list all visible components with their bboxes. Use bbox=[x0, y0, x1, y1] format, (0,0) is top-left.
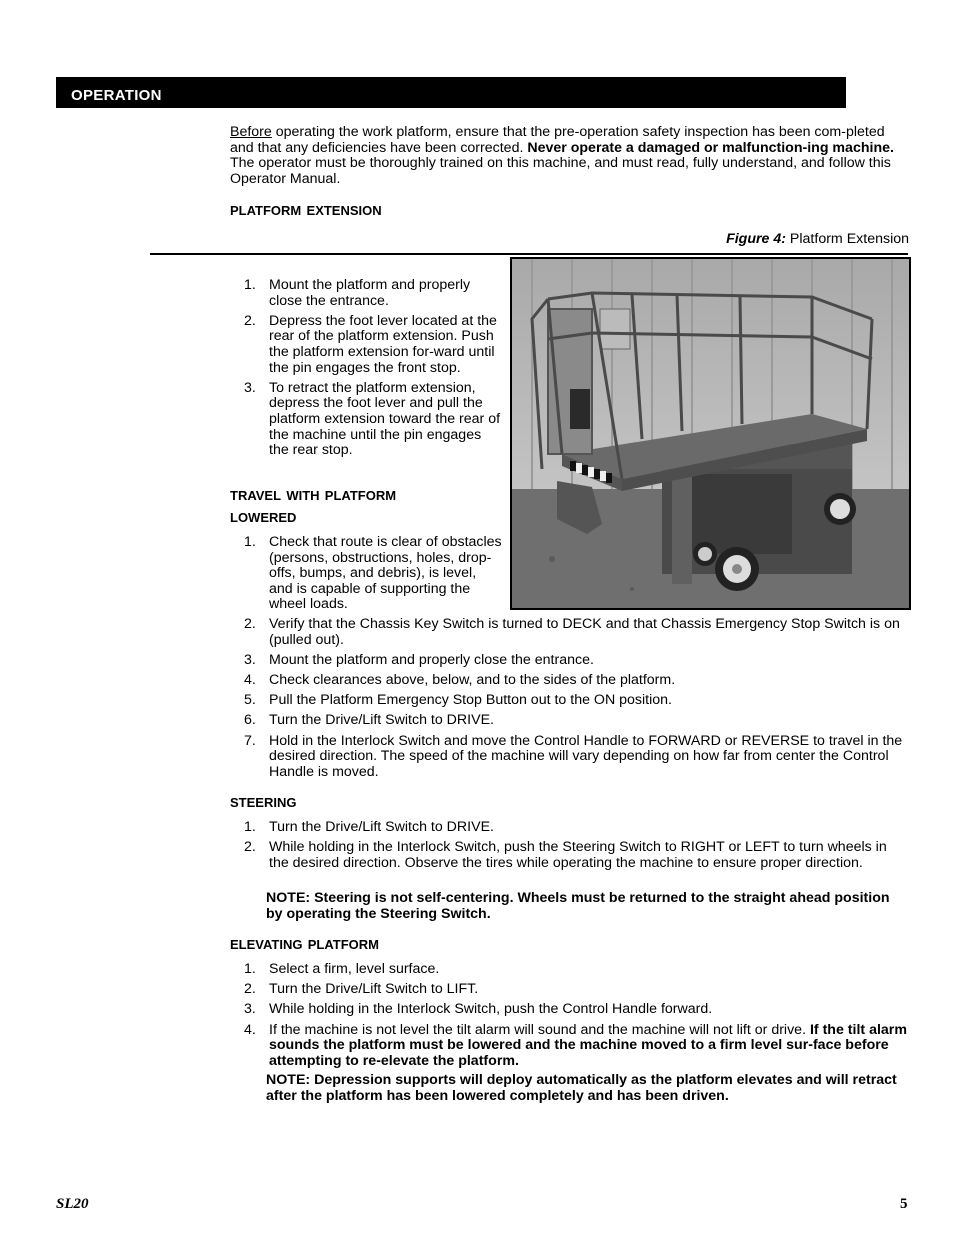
step-text: Mount the platform and properly close the entrance. bbox=[269, 277, 471, 309]
list-item bbox=[230, 653, 910, 669]
heading-steering: steering bbox=[230, 791, 297, 812]
list-item bbox=[230, 734, 910, 781]
intro-underlined: Before bbox=[230, 124, 272, 140]
travel-steps bbox=[230, 617, 910, 785]
step-text: Verify that the Chassis Key Switch is turned to DECK and that Chassis Emergency Stop Switch is on (pulled out). bbox=[269, 616, 900, 648]
travel-steps-narrow bbox=[230, 535, 502, 618]
steering-steps bbox=[230, 820, 910, 876]
list-item bbox=[230, 693, 910, 709]
step-text: Turn the Drive/Lift Switch to LIFT. bbox=[269, 981, 479, 998]
step-text: To retract the platform extension, depress the foot lever and pull the platform extension toward the rear of the machine until the pin engages the rear stop. bbox=[269, 379, 501, 459]
heading-platform-extension: platform extension bbox=[230, 199, 382, 220]
list-item bbox=[230, 673, 910, 689]
footer-model: SL20 bbox=[56, 1196, 89, 1212]
step-number: 2. bbox=[244, 616, 256, 632]
step-number: 4. bbox=[244, 1021, 256, 1038]
step-text: While holding in the Interlock Switch, push the Steering Switch to RIGHT or LEFT to turn wheels in the desired direction. Observe the tires while operating the machine to ensure proper direction. bbox=[269, 839, 887, 871]
list-item bbox=[230, 713, 910, 729]
step-number: 1. bbox=[244, 534, 256, 550]
heading-travel-line-1: travel with platform bbox=[230, 484, 397, 505]
intro-text-2: The operator must be thoroughly trained on this machine, and must read, fully understand, and follow this Operator Manual. bbox=[230, 155, 891, 187]
figure-caption bbox=[726, 232, 909, 248]
step-number: 5. bbox=[244, 692, 256, 709]
step-warning: If the tilt alarm sounds the platform must be lowered and the machine moved to a firm level sur-face before attempting to re-elevate the platform. bbox=[269, 1021, 907, 1069]
step-text: While holding in the Interlock Switch, push the Control Handle forward. bbox=[269, 1001, 713, 1018]
step-text: Depress the foot lever located at the rear of the platform extension. Push the platform extension for-ward until the pin engages the front stop. bbox=[269, 312, 497, 376]
step-text: Hold in the Interlock Switch and move the Control Handle to FORWARD or REVERSE to travel in the desired direction. The speed of the machine will vary depending on how far from center the Control Handle is moved. bbox=[269, 732, 903, 780]
list-item bbox=[230, 1002, 910, 1018]
step-number: 3. bbox=[244, 1001, 256, 1018]
intro-text-1: operating the work platform, ensure that the pre-operation safety inspection has been com-pleted and that any deficiencies have been corrected. bbox=[230, 124, 885, 156]
step-text: Check clearances above, below, and to the sides of the platform. bbox=[269, 671, 676, 688]
step-number: 1. bbox=[244, 277, 256, 293]
elevating-steps bbox=[230, 962, 910, 1074]
step-text: Turn the Drive/Lift Switch to DRIVE. bbox=[269, 819, 494, 835]
list-item bbox=[230, 1023, 910, 1070]
platform-extension-steps bbox=[230, 278, 502, 463]
step-number: 2. bbox=[244, 312, 256, 329]
step-number: 3. bbox=[244, 379, 256, 396]
elevating-note: NOTE: Depression supports will deploy automatically as the platform elevates and will retract after the platform has been lowered completely and has been driven. bbox=[266, 1072, 897, 1104]
step-number: 7. bbox=[244, 732, 256, 749]
step-text: Check that route is clear of obstacles (persons, obstructions, holes, drop-offs, bumps, and debris), is level, and is capable of supporting the wheel loads. bbox=[269, 534, 502, 613]
step-number: 2. bbox=[244, 981, 256, 998]
step-number: 6. bbox=[244, 712, 256, 729]
list-item bbox=[230, 278, 502, 309]
step-number: 3. bbox=[244, 651, 256, 668]
platform-extension-photo bbox=[510, 257, 911, 610]
list-item bbox=[230, 962, 910, 978]
list-item bbox=[230, 617, 910, 648]
step-text: Select a firm, level surface. bbox=[269, 961, 440, 977]
list-item bbox=[230, 820, 910, 836]
step-text: Mount the platform and properly close the entrance. bbox=[269, 651, 594, 668]
heading-travel-line-2: lowered bbox=[230, 506, 297, 527]
list-item bbox=[230, 381, 502, 459]
list-item bbox=[230, 314, 502, 376]
figure-label: Figure 4: bbox=[726, 231, 786, 247]
step-number: 1. bbox=[244, 961, 256, 977]
step-text: Pull the Platform Emergency Stop Button out to the ON position. bbox=[269, 692, 672, 709]
list-item bbox=[230, 840, 910, 871]
intro-paragraph bbox=[230, 125, 910, 187]
list-item bbox=[230, 535, 502, 613]
step-number: 4. bbox=[244, 671, 256, 688]
figure-caption-text: Platform Extension bbox=[785, 231, 909, 247]
section-title: operation bbox=[71, 80, 162, 105]
step-text: If the machine is not level the tilt alarm will sound and the machine will not lift or drive. bbox=[269, 1021, 810, 1038]
section-banner bbox=[56, 77, 846, 108]
horizontal-rule bbox=[150, 253, 908, 255]
intro-warning: Never operate a damaged or malfunction-ing machine. bbox=[527, 139, 894, 156]
page-number: 5 bbox=[900, 1196, 908, 1212]
heading-elevating: elevating platform bbox=[230, 933, 379, 954]
steering-note: NOTE: Steering is not self-centering. Wheels must be returned to the straight ahead position by operating the Steering Switch. bbox=[266, 890, 890, 922]
step-number: 1. bbox=[244, 819, 256, 835]
step-number: 2. bbox=[244, 839, 256, 856]
list-item bbox=[230, 982, 910, 998]
step-text: Turn the Drive/Lift Switch to DRIVE. bbox=[269, 712, 494, 729]
heading-travel bbox=[230, 484, 396, 528]
